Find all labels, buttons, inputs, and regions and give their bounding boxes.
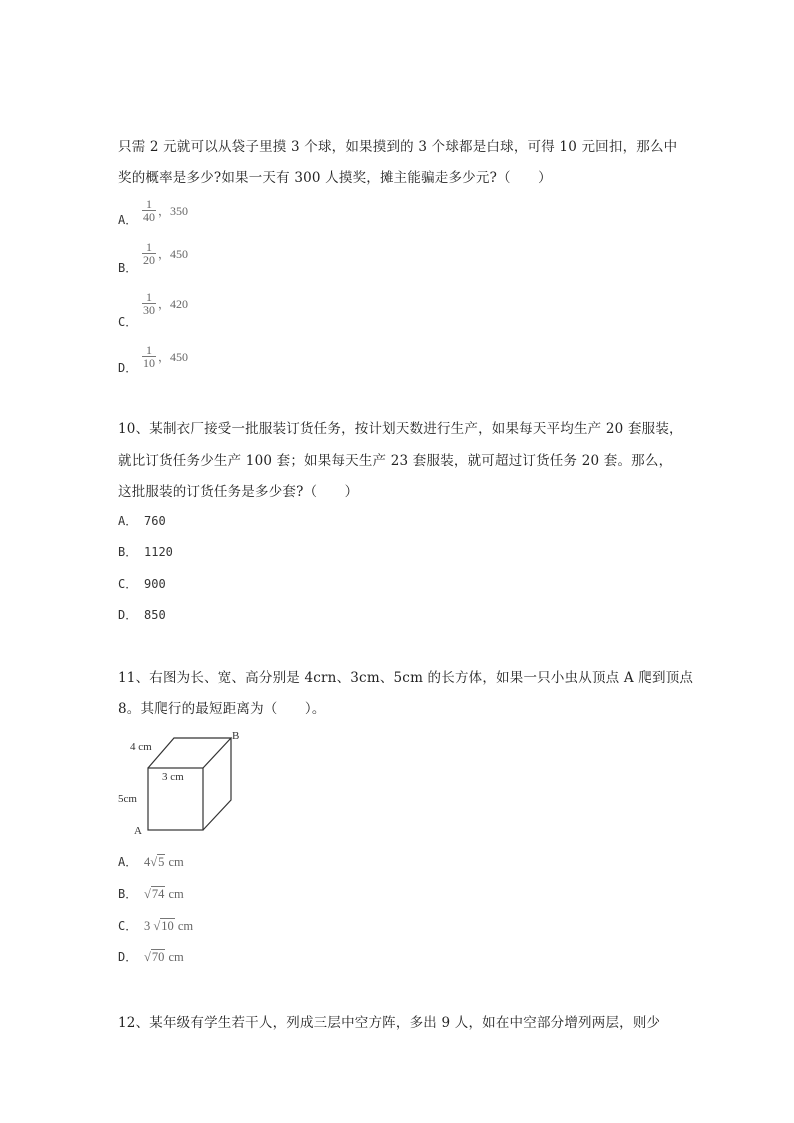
cuboid-top-face: [148, 738, 231, 768]
q10-option-a[interactable]: A． 760: [118, 514, 166, 528]
q10-option-d[interactable]: D． 850: [118, 608, 166, 622]
width-label: 3 cm: [162, 771, 184, 783]
q10-text-line-2: 就比订货任务少生产 100 套；如果每天生产 23 套服装，就可超过订货任务 20 套。那么，: [118, 453, 673, 469]
q10-option-b[interactable]: B． 1120: [118, 545, 173, 559]
option-label: C．: [118, 315, 138, 329]
q10-text-line-3: 这批服装的订货任务是多少套?（ ）: [118, 484, 359, 500]
option-label: A．: [118, 213, 138, 227]
length-label: 4 cm: [130, 741, 152, 753]
option-formula: $\frac{1}{40}$ ，350: [143, 197, 189, 224]
q10-option-c[interactable]: C． 900: [118, 577, 166, 591]
option-formula: $\frac{1}{20}$ ，450: [143, 240, 189, 267]
q11-text-line-1: 11、右图为长、宽、高分别是 4crn、3cm、5cm 的长方体，如果一只小虫从顶点 A 爬到顶点: [118, 670, 694, 686]
option-label: B．: [118, 261, 138, 275]
q11-option-b[interactable]: B． √74 cm: [118, 887, 184, 901]
q12-text-line-1: 12、某年级有学生若干人，列成三层中空方阵，多出 9 人，如在中空部分增列两层，则少: [118, 1015, 661, 1031]
vertex-a-label: A: [134, 825, 142, 837]
option-formula: $\frac{1}{30}$ ，420: [143, 290, 189, 317]
q11-text-line-2: 8。其爬行的最短距离为（ ）。: [118, 701, 326, 717]
option-formula: $\frac{1}{10}$ ，450: [143, 343, 189, 370]
q11-option-a[interactable]: A． 4√5 cm: [118, 855, 184, 869]
q11-option-d[interactable]: D． √70 cm: [118, 950, 184, 964]
q9-text-line-1: 只需 2 元就可以从袋子里摸 3 个球，如果摸到的 3 个球都是白球，可得 10 元回扣，那么中: [118, 139, 678, 155]
q9-text-line-2: 奖的概率是多少?如果一天有 300 人摸奖，摊主能骗走多少元?（ ）: [118, 170, 552, 186]
cuboid-figure: [118, 728, 248, 838]
q11-option-c[interactable]: C． 3 √10 cm: [118, 919, 194, 933]
option-label: D．: [118, 361, 138, 375]
vertex-b-label: B: [232, 730, 240, 742]
cuboid-side-face: [203, 738, 231, 830]
q10-text-line-1: 10、某制衣厂接受一批服装订货任务，按计划天数进行生产，如果每天平均生产 20 套服装，: [118, 421, 683, 437]
height-label: 5cm: [118, 793, 137, 805]
